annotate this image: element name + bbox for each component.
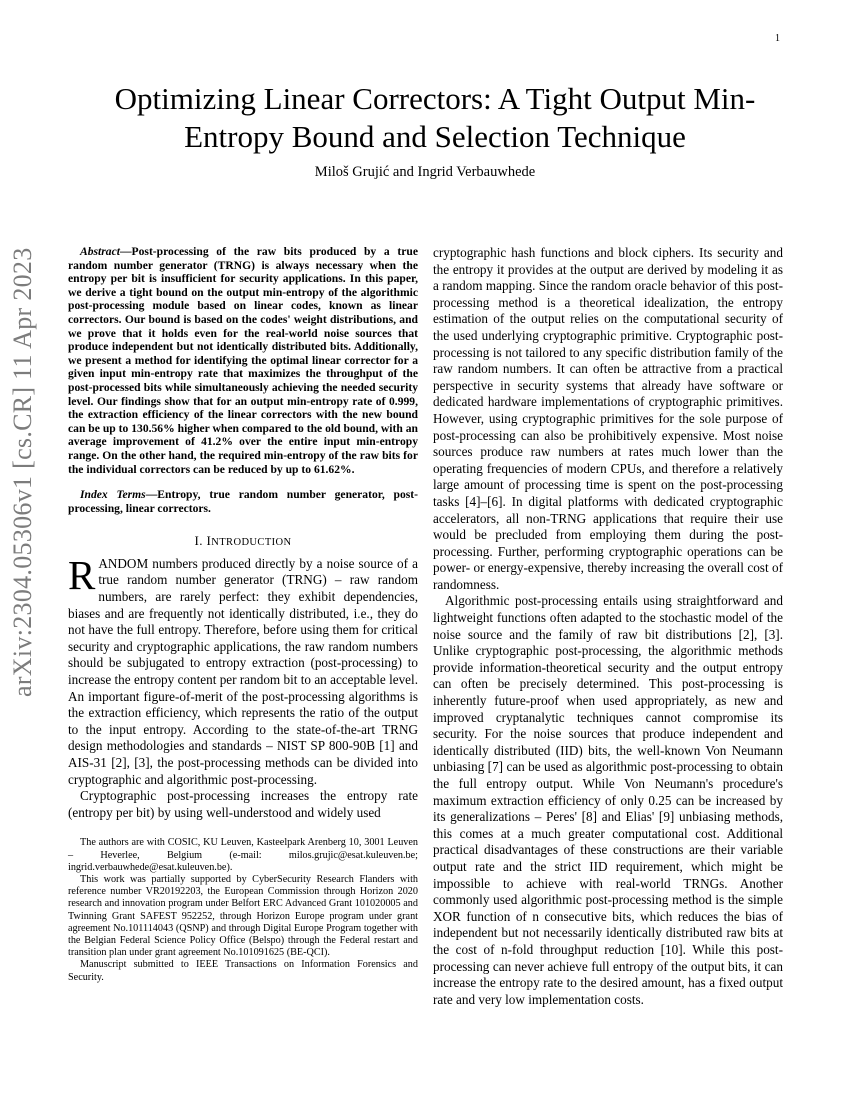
arxiv-identifier-stamp[interactable]: arXiv:2304.05306v1 [cs.CR] 11 Apr 2023 xyxy=(8,247,37,697)
page-number: 1 xyxy=(775,33,780,44)
right-column xyxy=(433,245,783,1008)
drop-cap: R xyxy=(68,551,96,598)
intro-paragraph-1 xyxy=(68,551,418,788)
footnote-funding: This work was partially supported by CyberSecurity Research Flanders with reference number VR20192203, the European Commission through Horizon 2020 research and innovation program under Belfort ERC Advanced Grant 101020005 and Twinning Grant SAFEST 952252, through Horizon Europe program under grant agreement No.101114043 (QSNP) and through Digital Europe Program together with the Belgian Federal Science Policy Office (Belspo) through the Federal restart and transition plan under grant agreement No.101091625 (BE-QCI). xyxy=(68,873,418,959)
paper-title: Optimizing Linear Correctors: A Tight Output Min-Entropy Bound and Selection Technique xyxy=(114,81,756,154)
footnote-affiliation: The authors are with COSIC, KU Leuven, Kasteelpark Arenberg 10, 3001 Leuven – Heverlee, Belgium (e-mail: milos.grujic@esat.kuleuven.be; ingrid.verbauwhede@esat.kuleuven.be). xyxy=(68,837,418,873)
intro-paragraph-1-text: ANDOM numbers produced directly by a noise source of a true random number generator (TRNG) – raw random numbers, are rarely perfect: they exhibit dependencies, biases and are frequently not identically distributed, i.e., they do not have the full entropy. Therefore, before using them for critical security and cryptographic applications, the raw random numbers should be subjugated to entropy extraction (post-processing) to increase the entropy content per random bit to an acceptable level. An important figure-of-merit of the post-processing algorithms is the extraction efficiency, which represents the ratio of the output to the input entropy. According to the state-of-the-art TRNG design methodologies and standards – NIST SP 800-90B [1] and AIS-31 [2], [3], the post-processing methods can be divided into cryptographic and algorithmic post-processing. xyxy=(68,555,418,787)
footnotes xyxy=(68,837,418,983)
section-title-rest: NTRODUCTION xyxy=(211,537,292,549)
section-heading-introduction xyxy=(68,533,418,552)
index-terms: Index Terms—Entropy, true random number generator, post-processing, linear correctors. xyxy=(68,488,418,515)
right-paragraph-2: Algorithmic post-processing entails using straightforward and lightweight functions often adapted to the stochastic model of the noise source and the family of raw bit distributions [2], [3]. Unlike cryptographic post-processing, the algorithmic methods provide information-theoretical security and the output entropy can often be precisely determined. This post-processing is inherently future-proof when used appropriately, as new and improved cryptanalytic techniques cannot compromise its security. For the noise sources that produce independent and identically distributed (IID) bits, the well-known Von Neumann unbiasing [7] can be used as algorithmic post-processing to obtain the full entropy output. While Von Neumann's procedure's maximum extraction efficiency of only 0.25 can be increased by its generalizations – Peres' [8] and Elias' [9] unbiasing methods, this comes at a much greater computational cost. Additional practical disadvantages of these constructions are their variable output rate and the strict IID requirement, which might be impossible to achieve with real-world TRNGs. Another commonly used algorithmic post-processing method is the simple XOR function of n consecutive bits, which reduces the bias of independent but not necessarily identically distributed raw bits at the cost of n-fold throughput reduction [10]. While this post-processing can never achieve full entropy of the output bits, it can increase the entropy rate to the desired amount, has a fixed output rate and very low implementation costs. xyxy=(433,593,783,1007)
abstract-label: Abstract xyxy=(80,245,120,258)
abstract-text: Post-processing of the raw bits produced by a true random number generator (TRNG) is always necessary when the entropy per bit is insufficient for security applications. In this paper, we derive a tight bound on the output min-entropy of the algorithmic post-processing module based on linear codes, known as linear correctors. Our bound is based on the codes' weight distributions, and we prove that it holds even for the real-world noise sources that produce independent but not identically distributed bits. Additionally, we present a method for identifying the optimal linear corrector for a given input min-entropy rate that maximizes the throughput of the post-processed bits while simultaneously achieving the needed security level. Our findings show that for an output min-entropy rate of 0.999, the extraction efficiency of the linear correctors with the new bound can be up to 130.56% higher when compared to the old bound, with an average improvement of 41.2% over the entire input min-entropy range. On the other hand, the required min-entropy of the raw bits for the individual correctors can be reduced by up to 61.62%. xyxy=(68,245,418,476)
left-column xyxy=(68,245,418,984)
section-title-initial: I xyxy=(206,533,212,549)
index-terms-text: Entropy, true random number generator, post-processing, linear correctors. xyxy=(68,488,418,515)
intro-paragraph-2: Cryptographic post-processing increases the entropy rate (entropy per bit) by using well-understood and widely used xyxy=(68,788,418,820)
footnote-submission: Manuscript submitted to IEEE Transactions on Information Forensics and Security. xyxy=(68,959,418,983)
right-paragraph-1: cryptographic hash functions and block ciphers. Its security and the entropy it provides at the output are derived by modeling it as a random mapping. Since the random oracle behavior of this post-processing method is a theoretical idealization, the entropy estimation of the output relies on the computational security of the used underlying cryptographic primitive. Cryptographic post-processing is not tailored to any specific distribution family of the raw random numbers. It can often be attractive from a practical perspective in security systems that already have software or dedicated hardware implementations of cryptographic primitives. However, using cryptographic primitives for the sole purpose of post-processing can also be prohibitively expensive. Most noise sources produce raw numbers at rates much lower than the operating frequencies of modern CPUs, and therefore a relatively large amount of processing time is spent on the post-processing tasks [4]–[6]. In digital platforms with dedicated cryptographic accelerators, all non-TRNG applications that require their use would be precluded from employing them during the post-processing. Further, performing cryptographic operations can be power- or energy-expensive, thereby increasing the overall cost of randomness. xyxy=(433,245,783,592)
section-number: I. xyxy=(194,533,203,549)
author-list: Miloš Grujić and Ingrid Verbauwhede xyxy=(314,164,536,180)
index-terms-label: Index Terms xyxy=(80,488,146,502)
abstract: Abstract—Post-processing of the raw bits produced by a true random number generator (TRNG) is always necessary when the entropy per bit is insufficient for security applications. In this paper, we derive a tight bound on the output min-entropy of the algorithmic post-processing module based on linear codes, known as linear correctors. Our bound is based on the codes' weight distributions, and we prove that it holds even for the real-world noise sources that produce independent but not identically distributed bits. Additionally, we present a method for identifying the optimal linear corrector for a given input min-entropy rate that maximizes the throughput of the post-processed bits while simultaneously achieving the needed security level. Our findings show that for an output min-entropy rate of 0.999, the extraction efficiency of the linear correctors with the new bound can be up to 130.56% higher when compared to the old bound, with an average improvement of 41.2% over the entire input min-entropy range. On the other hand, the required min-entropy of the raw bits for the individual correctors can be reduced by up to 61.62%. xyxy=(68,245,418,476)
